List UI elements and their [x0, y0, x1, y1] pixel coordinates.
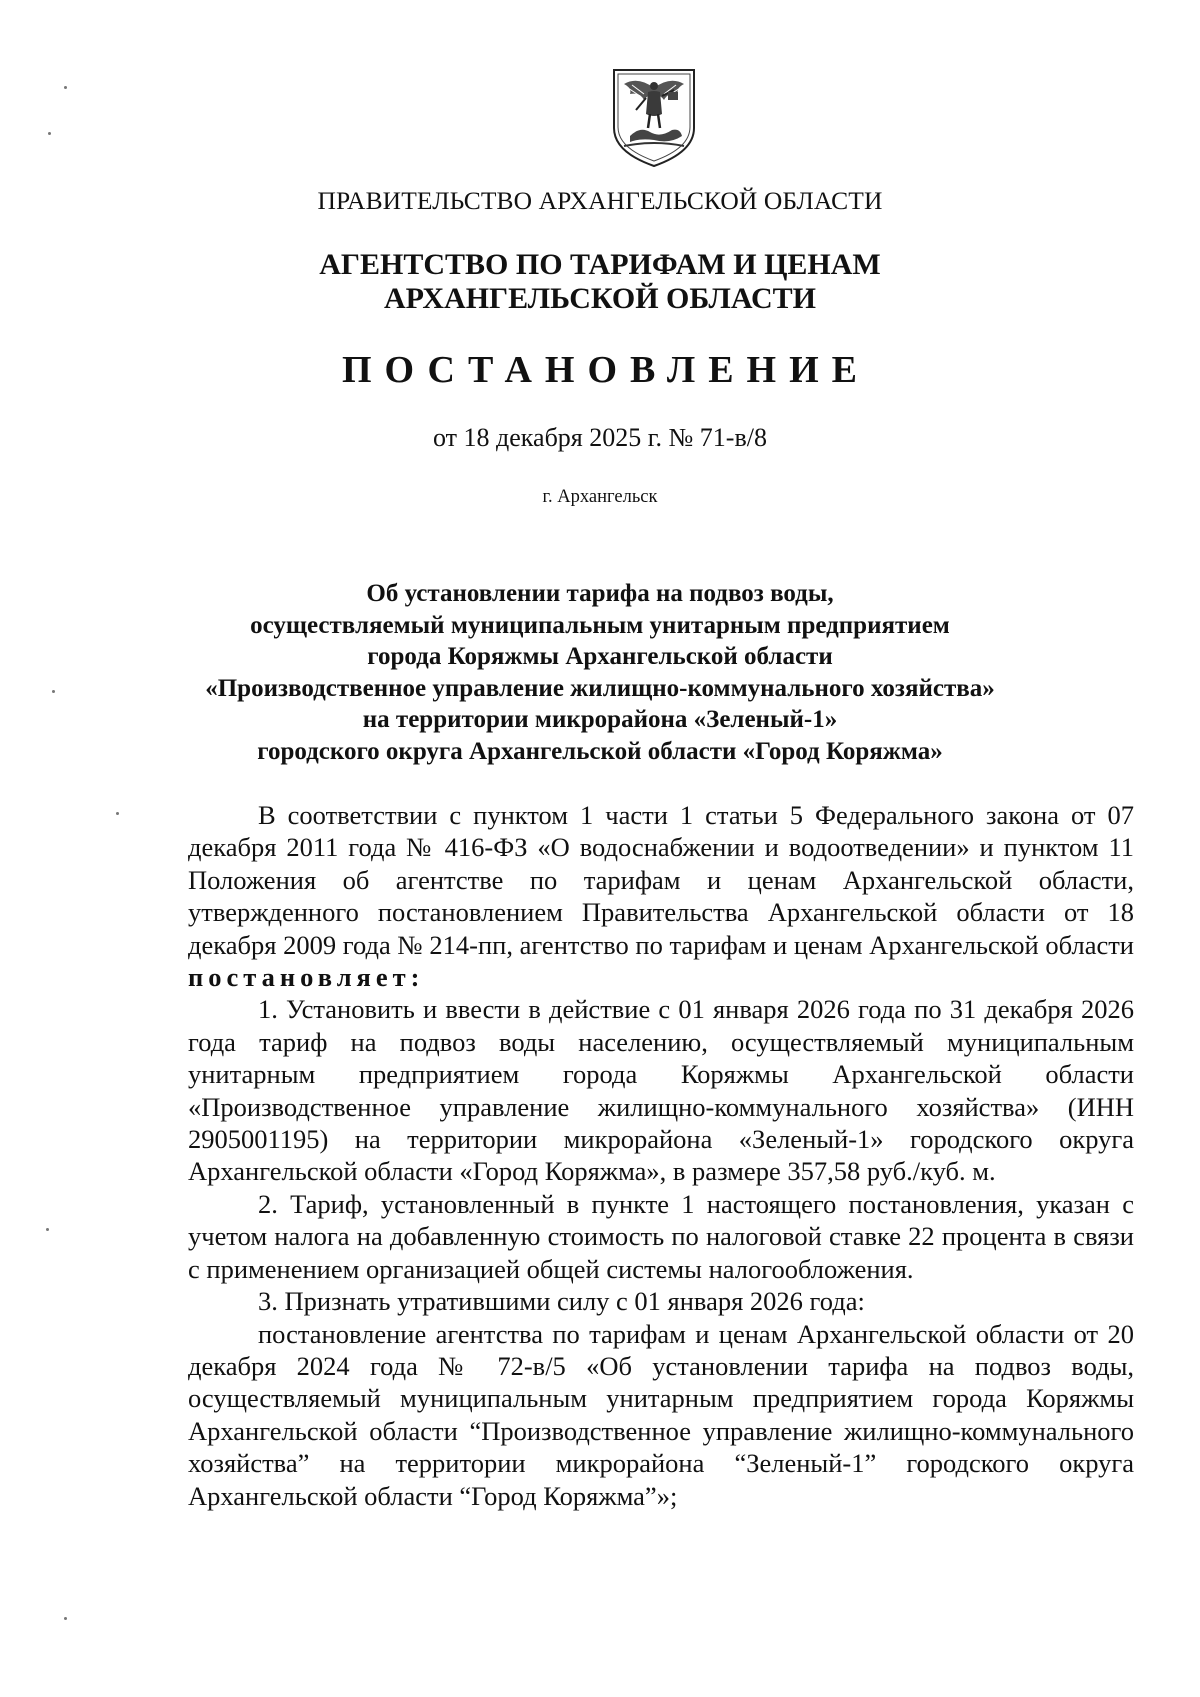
agency-name-line-2: АРХАНГЕЛЬСКОЙ ОБЛАСТИ [384, 282, 816, 315]
document-date-number: от 18 декабря 2025 г. № 71-в/8 [433, 423, 767, 452]
agency-name-line-1: АГЕНТСТВО ПО ТАРИФАМ И ЦЕНАМ [319, 248, 881, 281]
scan-speck [116, 812, 119, 815]
title-line: «Производственное управление жилищно-коммунального хозяйства» [205, 674, 995, 702]
coat-of-arms-emblem [610, 66, 698, 170]
title-line: Об установлении тарифа на подвоз воды, [366, 580, 834, 607]
scan-speck [64, 86, 67, 89]
item-2-paragraph: 2. Тариф, установленный в пункте 1 настоящего постановления, указан с учетом налога на добавленную стоимость по налоговой ставке 22 процента в связи с применением организацией общей системы налогообложения. [188, 1188, 1134, 1284]
title-line: на территории микрорайона «Зеленый-1» [362, 706, 838, 733]
preamble-paragraph [188, 799, 1134, 993]
document-city: г. Архангельск [542, 487, 658, 507]
scan-speck [64, 1617, 67, 1620]
document-type-heading: ПОСТАНОВЛЕНИЕ [341, 349, 871, 391]
agency-name [0, 247, 1200, 315]
title-line: города Коряжмы Архангельской области [367, 643, 833, 670]
scan-speck [46, 1228, 49, 1231]
scan-speck [52, 690, 55, 693]
preamble-text: В соответствии с пунктом 1 части 1 статьи 5 Федерального закона от 07 декабря 2011 года № 416-ФЗ «О водоснабжении и водоотведении» и пунктом 11 Положения об агентстве по тарифам и ценам Архангельской области, утвержденного постановлением Правительства Архангельской области от 18 декабря 2009 года № 214-пп, агентство по тарифам и ценам Архангельской области [188, 800, 1134, 960]
title-line: городского округа Архангельской области «Город Коряжма» [257, 737, 943, 765]
item-3-sub-paragraph: постановление агентства по тарифам и ценам Архангельской области от 20 декабря 2024 года № 72-в/5 «Об установлении тарифа на подвоз воды, осуществляемый муниципальным унитарным предприятием города Коряжмы Архангельской области “Производственное управление жилищно-коммунального хозяйства” на территории микрорайона “Зеленый-1” городского округа Архангельской области “Город Коряжма”»; [188, 1318, 1134, 1511]
document-body [188, 799, 1134, 1512]
title-line: осуществляемый муниципальным унитарным предприятием [250, 611, 950, 639]
document-title [0, 578, 1200, 767]
item-1-paragraph: 1. Установить и ввести в действие с 01 января 2026 года по 31 декабря 2026 года тариф на подвоз воды населению, осуществляемый муниципальным унитарным предприятием города Коряжмы Архангельской области «Производственное управление жилищно-коммунального хозяйства» (ИНН 2905001195) на территории микрорайона «Зеленый-1» городского округа Архангельской области «Город Коряжма», в размере 357,58 руб./куб. м. [188, 994, 1134, 1187]
resolves-keyword: постановляет: [188, 962, 425, 993]
item-3-paragraph: 3. Признать утратившими силу с 01 января 2026 года: [258, 1286, 865, 1317]
scan-speck [48, 132, 51, 135]
government-name: ПРАВИТЕЛЬСТВО АРХАНГЕЛЬСКОЙ ОБЛАСТИ [317, 186, 883, 215]
